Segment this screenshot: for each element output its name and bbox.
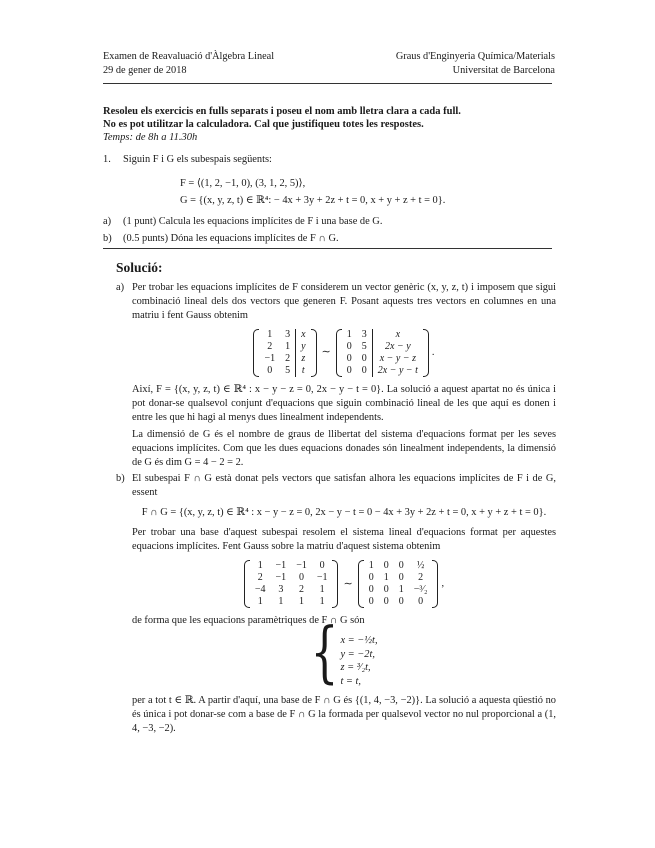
matrix-cell: 3 <box>285 328 291 340</box>
matrix-cell: 0 <box>383 560 389 572</box>
matrix-cell: 0 <box>368 572 374 584</box>
matrix-cell: y <box>301 340 306 352</box>
matrix-F-reduced <box>336 329 429 377</box>
matrix-cell: z <box>301 352 306 364</box>
G-definition: G = {(x, y, z, t) ∈ ℝ⁴: − 4x + 3y + 2z + t = 0, x + y + z + t = 0}. <box>180 195 446 206</box>
exercise-part-a <box>103 213 382 230</box>
matrix-system-reduced <box>358 560 439 608</box>
matrix-row <box>250 596 333 608</box>
matrix-row <box>250 560 333 572</box>
matrix-cell: 0 <box>418 596 424 608</box>
matrix-cell: 2 <box>285 352 291 364</box>
param-eq-x: x = −½t, <box>340 635 378 647</box>
param-eq-z: z = ³⁄₂t, <box>340 662 371 674</box>
matrix-cell: 1 <box>319 596 325 608</box>
matrix-cell: 0 <box>361 352 367 364</box>
matrix-row <box>250 584 333 596</box>
left-brace: { <box>310 614 339 692</box>
matrix-cell: 1 <box>319 584 325 596</box>
matrix-cell: 2x − y <box>385 340 411 352</box>
matrix-row <box>342 353 423 365</box>
end-period: . <box>431 346 435 358</box>
param-eq-t: t = t, <box>340 675 362 687</box>
solution-part-b <box>116 472 556 735</box>
matrix-row <box>364 572 433 584</box>
exercise-number: 1. <box>103 154 111 165</box>
solution-b-label: b) <box>116 473 125 485</box>
solution-b-paragraph-1: El subespai F ∩ G està donat pels vectors que satisfan alhora les equacions implícites de F i de G, essent <box>132 473 556 499</box>
exercise-part-b <box>103 230 382 247</box>
matrix-row <box>342 365 423 377</box>
part-a-text: (1 punt) Calcula les equacions implícites de F i una base de G. <box>123 216 383 227</box>
matrix-cell: 2 <box>257 572 263 584</box>
gauss-reduction-F <box>132 329 556 377</box>
solution-body <box>116 281 556 739</box>
part-b-text: (0.5 punts) Dóna les equacions implícites de F ∩ G. <box>123 233 339 244</box>
solution-divider <box>103 248 552 249</box>
matrix-cell: −1 <box>264 352 276 364</box>
end-comma: , <box>441 578 445 590</box>
matrix-cell: t <box>301 364 305 376</box>
matrix-cell: 0 <box>398 572 404 584</box>
matrix-cell: 1 <box>257 560 263 572</box>
course-title: Examen de Reavaluació d'Àlgebra Lineal <box>103 51 275 62</box>
matrix-cell: 3 <box>361 328 367 340</box>
matrix-cell: 0 <box>361 364 367 376</box>
matrix-cell: 2x − y − t <box>377 364 418 376</box>
matrix-cell: 0 <box>319 560 325 572</box>
matrix-cell: 0 <box>398 560 404 572</box>
matrix-cell: 1 <box>346 328 352 340</box>
matrix-cell: 0 <box>346 364 352 376</box>
matrix-row <box>259 341 310 353</box>
matrix-row <box>342 341 423 353</box>
matrix-cell: 1 <box>278 596 284 608</box>
matrix-cell: 3 <box>278 584 284 596</box>
header-right <box>396 50 555 77</box>
matrix-cell: −4 <box>254 584 266 596</box>
matrix-cell: 0 <box>368 584 374 596</box>
instruction-line-2: No es pot utilitzar la calculadora. Cal que justifiqueu totes les respostes. <box>103 119 424 130</box>
matrix-cell: −³⁄₂ <box>413 584 428 596</box>
header-divider <box>103 83 552 84</box>
F-definition: F = ⟨(1, 2, −1, 0), (3, 1, 2, 5)⟩, <box>180 178 306 189</box>
matrix-row <box>364 596 433 608</box>
matrix-cell: 0 <box>299 572 304 584</box>
matrix-row <box>250 572 333 584</box>
matrix-cell: ½ <box>416 560 425 572</box>
solution-a-paragraph-1: Per trobar les equacions implícites de F considerem un vector genèric (x, y, z, t) i imposem que sigui combinació lineal dels dos vectors que generen F. Posant aquests tres vectors en columnes en una matriu i fent Gauss obtenim <box>132 282 556 321</box>
row-equivalence-symbol-2: ∼ <box>343 577 353 590</box>
solution-part-a <box>116 281 556 469</box>
matrix-cell: 0 <box>383 596 389 608</box>
instruction-line-1: Resoleu els exercicis en fulls separats i poseu el nom amb lletra clara a cada full. <box>103 106 461 117</box>
matrix-cell: 1 <box>257 596 263 608</box>
gauss-reduction-intersection <box>132 560 556 608</box>
matrix-F-original <box>253 329 316 377</box>
matrix-cell: 0 <box>267 364 273 376</box>
part-b-label: b) <box>103 233 112 244</box>
matrix-row <box>259 353 310 365</box>
matrix-cell: 2 <box>418 572 424 584</box>
solution-a-label: a) <box>116 282 125 293</box>
matrix-cell: 1 <box>368 560 374 572</box>
exam-time: Temps: de 8h a 11.30h <box>103 132 198 143</box>
matrix-cell: 1 <box>285 340 291 352</box>
exercise-intro: Siguin F i G els subespais següents: <box>123 154 272 165</box>
solution-a-paragraph-2: Així, F = {(x, y, z, t) ∈ ℝ⁴ : x − y − z = 0, 2x − y − t = 0}. La solució a aquest apartat no és única i pot donar-se qualsevol conjunt d'equacions que siguin combinació lineal de les que aquí es donen i entre les que hi hagi al menys dues linealment independents. <box>132 383 556 423</box>
matrix-cell: 1 <box>267 328 273 340</box>
solution-b-paragraph-3: de forma que les equacions paramètriques de F ∩ G són <box>132 615 365 627</box>
matrix-cell: 2 <box>267 340 273 352</box>
part-a-label: a) <box>103 216 112 227</box>
matrix-row <box>259 365 310 377</box>
row-equivalence-symbol: ∼ <box>321 346 331 359</box>
matrix-cell: 0 <box>368 596 374 608</box>
matrix-cell: 1 <box>299 596 304 608</box>
matrix-cell: −1 <box>316 572 328 584</box>
matrix-row <box>259 329 310 341</box>
university-name: Universitat de Barcelona <box>452 64 555 76</box>
matrix-cell: −1 <box>275 560 287 572</box>
solution-title: Solució: <box>116 260 163 275</box>
matrix-cell: x <box>301 328 306 340</box>
matrix-cell: 1 <box>383 572 389 584</box>
matrix-row <box>364 560 433 572</box>
degree-name: Graus d'Enginyeria Química/Materials <box>395 51 555 62</box>
solution-b-paragraph-4: per a tot t ∈ ℝ. A partir d'aquí, una base de F ∩ G és {(1, 4, −3, −2)}. La solució a aquesta qüestió no és única i pot donar-se com a base de F ∩ G la formada per qualsevol vector no nul proporcional a (1, 4, −3, −2). <box>132 695 556 734</box>
matrix-cell: −1 <box>275 572 287 584</box>
exam-date: 29 de gener de 2018 <box>103 64 187 76</box>
exercise-parts <box>103 213 382 247</box>
solution-b-paragraph-2: Per trobar una base d'aquest subespai resolem el sistema lineal d'equacions format per aquestes equacions implícites. Fent Gauss sobre la matriu d'aquest sistema obtenim <box>132 527 556 553</box>
matrix-cell: 1 <box>398 584 404 596</box>
matrix-cell: 5 <box>361 340 367 352</box>
matrix-cell: −1 <box>296 560 307 572</box>
matrix-cell: x <box>395 328 401 340</box>
matrix-cell: 0 <box>346 340 352 352</box>
matrix-cell: 0 <box>383 584 389 596</box>
matrix-cell: x − y − z <box>379 352 416 364</box>
instructions <box>103 105 558 144</box>
header-left <box>103 50 274 77</box>
solution-a-paragraph-3: La dimensió de G és el nombre de graus de llibertat del sistema d'equacions format per les seves equacions implícites. Com que les dues equacions donades són linealment independents, la dimensió de G és dim G = 4 − 2 = 2. <box>132 428 556 468</box>
matrix-row <box>342 329 423 341</box>
matrix-cell: 0 <box>398 596 404 608</box>
matrix-cell: 0 <box>346 352 352 364</box>
matrix-system-original <box>244 560 339 608</box>
intersection-equation: F ∩ G = {(x, y, z, t) ∈ ℝ⁴ : x − y − z = 0, 2x − y − t = 0 − 4x + 3y + 2z + t = 0, x + y + z + t = 0}. <box>141 507 547 519</box>
matrix-cell: 5 <box>285 364 291 376</box>
param-eq-y: y = −2t, <box>340 648 375 660</box>
matrix-cell: 2 <box>299 584 304 596</box>
matrix-row <box>364 584 433 596</box>
subspace-definitions <box>180 175 445 209</box>
